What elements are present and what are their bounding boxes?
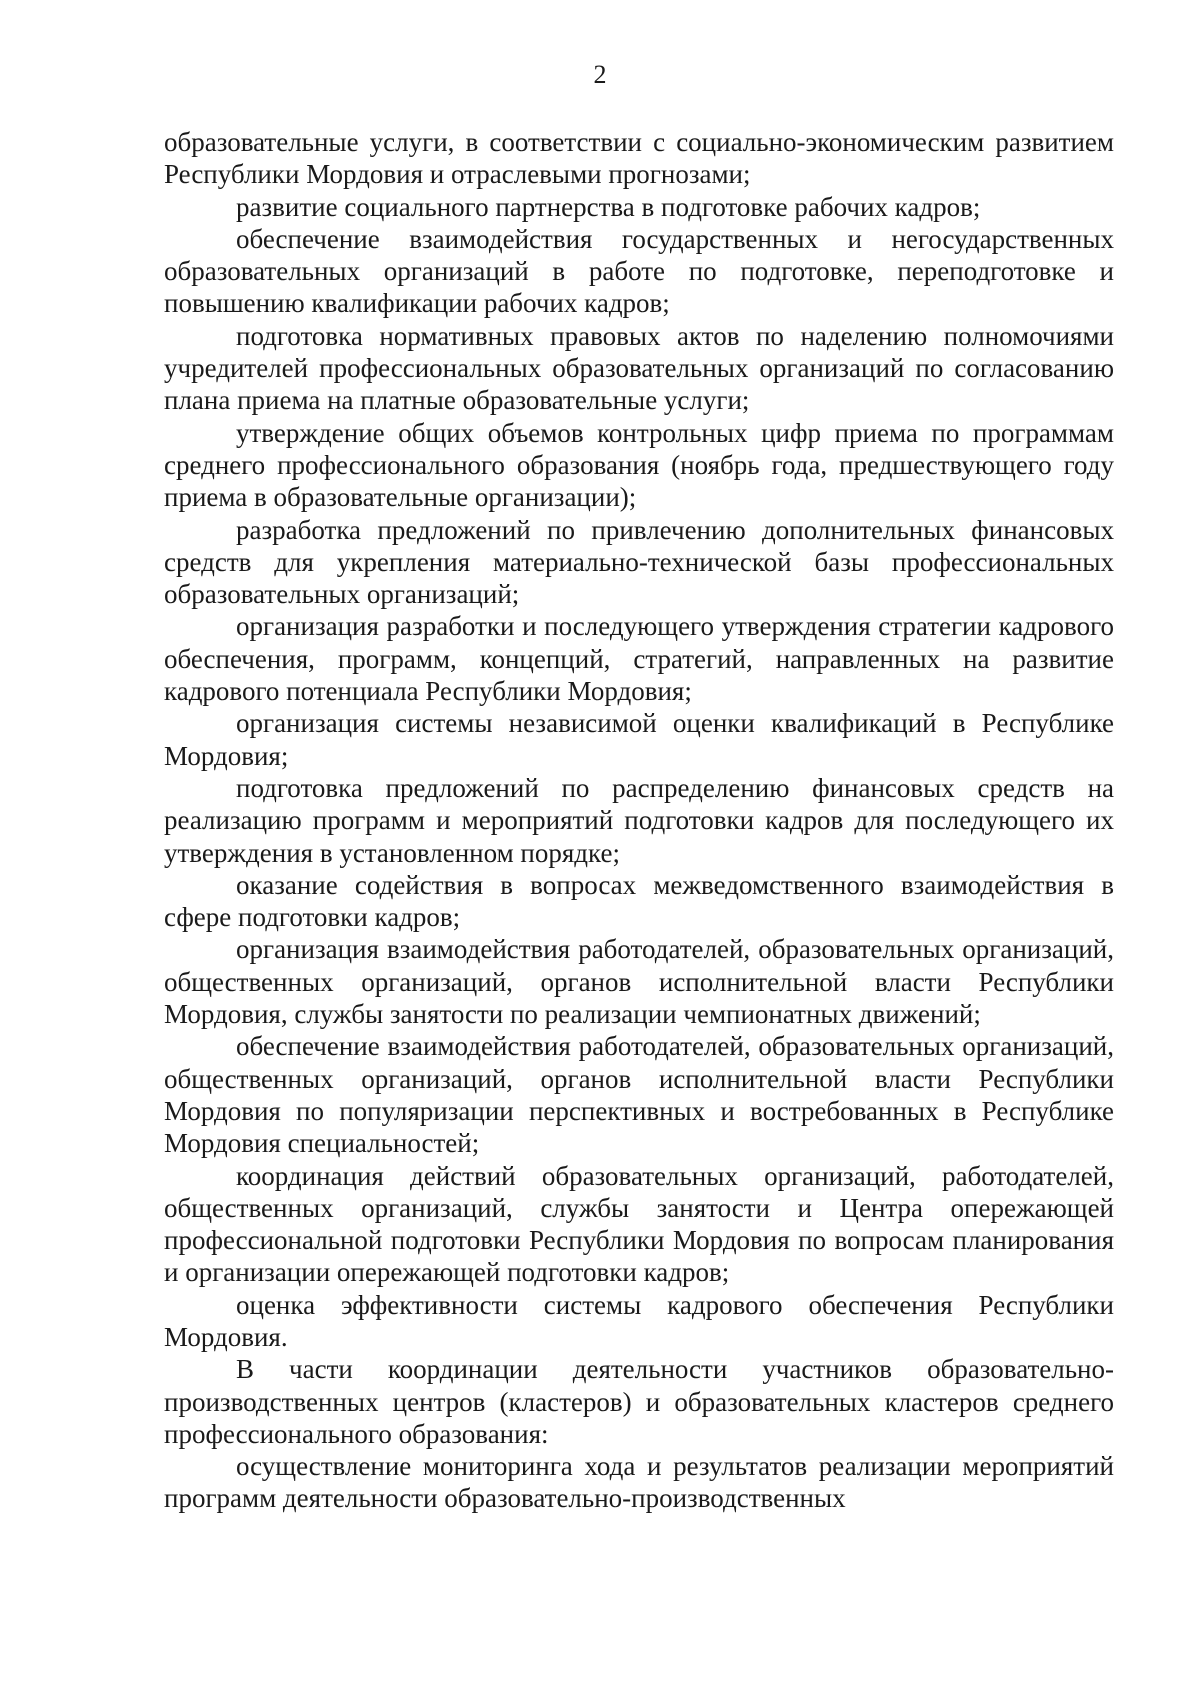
page-number: 2 bbox=[593, 60, 607, 89]
paragraph-14: оценка эффективности системы кадрового обеспечения Республики Мордовия. bbox=[164, 1289, 1114, 1352]
paragraph-7: организация разработки и последующего утверждения стратегии кадрового обеспечения, программ, концепций, стратегий, направленных на развитие кадрового потенциала Республики Мордовия; bbox=[164, 611, 1114, 707]
paragraph-6: разработка предложений по привлечению дополнительных финансовых средств для укрепления материально-технической базы профессиональных образовательных организаций; bbox=[164, 514, 1114, 610]
paragraph-12: обеспечение взаимодействия работодателей, образовательных организаций, общественных организаций, органов исполнительной власти Республики Мордовия по популяризации перспективных и востребованных в Республике Мордовия специальностей; bbox=[164, 1031, 1114, 1159]
paragraph-3: обеспечение взаимодействия государственных и негосударственных образовательных организаций в работе по подготовке, переподготовке и повышению квалификации рабочих кадров; bbox=[164, 223, 1114, 319]
paragraph-2: развитие социального партнерства в подготовке рабочих кадров; bbox=[236, 191, 981, 222]
paragraph-10: оказание содействия в вопросах межведомственного взаимодействия в сфере подготовки кадров; bbox=[164, 869, 1114, 933]
paragraph-11: организация взаимодействия работодателей, образовательных организаций, общественных организаций, органов исполнительной власти Республики Мордовия, службы занятости по реализации чемпионатных движений; bbox=[164, 934, 1114, 1030]
paragraph-8: организация системы независимой оценки квалификаций в Республике Мордовия; bbox=[164, 708, 1114, 771]
paragraph-15: В части координации деятельности участников образовательно-производственных центров (кластеров) и образовательных кластеров среднего профессионального образования: bbox=[164, 1354, 1114, 1449]
paragraph-5: утверждение общих объемов контрольных цифр приема по программам среднего профессионального образования (ноябрь года, предшествующего году приема в образовательные организации); bbox=[164, 417, 1114, 513]
paragraph-13: координация действий образовательных организаций, работодателей, общественных организаций, службы занятости и Центра опережающей профессиональной подготовки Республики Мордовия по вопросам планирования и организации опережающей подготовки кадров; bbox=[164, 1160, 1114, 1288]
paragraph-1: образовательные услуги, в соответствии с социально-экономическим развитием Республики Мордовия и отраслевыми прогнозами; bbox=[164, 127, 1114, 190]
document-body bbox=[164, 126, 1114, 1515]
paragraph-4: подготовка нормативных правовых актов по наделению полномочиями учредителей профессиональных образовательных организаций по согласованию плана приема на платные образовательные услуги; bbox=[164, 320, 1114, 416]
paragraph-16: осуществление мониторинга хода и результатов реализации мероприятий программ деятельности образовательно-производственных bbox=[164, 1451, 1114, 1514]
paragraph-9: подготовка предложений по распределению финансовых средств на реализацию программ и мероприятий подготовки кадров для последующего их утверждения в установленном порядке; bbox=[164, 772, 1114, 868]
